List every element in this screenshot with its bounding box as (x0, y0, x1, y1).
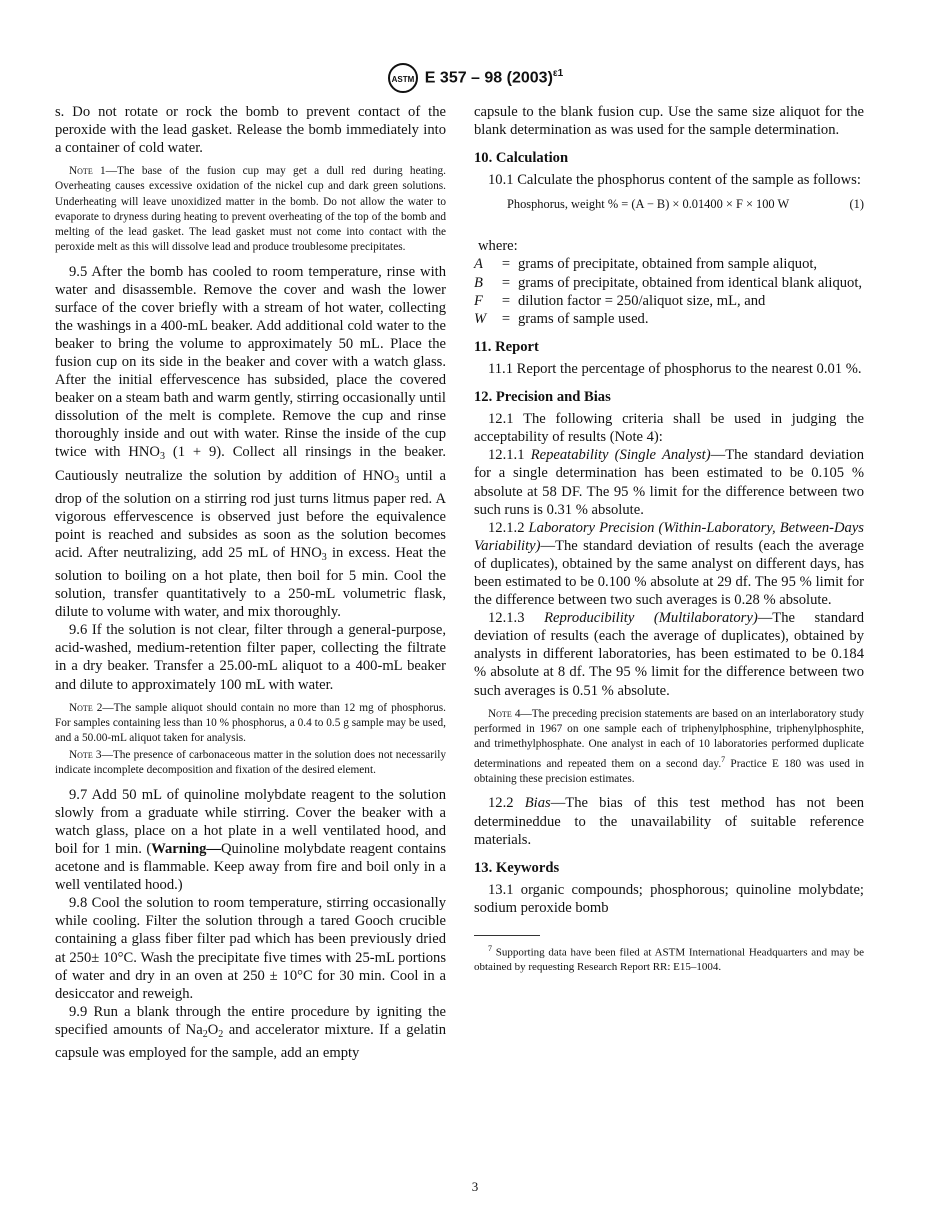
definition-row (474, 255, 864, 273)
definition-row (474, 274, 864, 292)
paragraph-9-7: 9.7 Add 50 mL of quinoline molybdate reagent to the solution slowly from a graduate while stirring. Cover the beaker with a watch glass, place on a hot plate in a well ventilated hood, and boil for 1 min. (Warning—Quinoline molybdate reagent contains acetone and is flammable. Keep away from fire and boil only in a well ventilated hood.) (55, 786, 446, 894)
footnote-7: $^7$ Supporting data have been filed at ASTM International Headquarters and may be obtained by requesting Research Report RR: E15–1004. (474, 943, 864, 974)
paragraph-10-1: 10.1 Calculate the phosphorus content of the sample as follows: (488, 172, 861, 189)
paragraph-9-8: 9.8 Cool the solution to room temperature, stirring occasionally while cooling. Filter the solution through a tared Gooch crucible containing a glass fiber filter pad which has been previously dried at 250± 10°C. Wash the precipitate five times with 25-mL portions of water and dry in an oven at 250 ± 10°C for 30 min. Cool in a desiccator and reweigh. (55, 895, 446, 1002)
footnote-divider (474, 935, 540, 936)
note-4: Note 4—The preceding precision statements are based on an interlaboratory study performed in 1967 on one sample each of triphenylphosphine, triphenylphosphite, and trimethylphosphate. One analyst in each of 10 laboratories performed duplicate determinations and repeated them on a second day.$^7$ Practice E 180 was used in obtaining these precision estimates. (474, 707, 864, 786)
logo-text: ASTM (391, 75, 415, 84)
astm-logo-icon (387, 62, 419, 94)
page-number: 3 (471, 1179, 479, 1194)
heading-report: 11. Report (474, 338, 539, 355)
definition-equals: = (501, 256, 511, 273)
heading-keywords: 13. Keywords (474, 859, 560, 876)
formula-number: (1) (849, 197, 864, 212)
definition-row (474, 310, 864, 328)
paragraph-11-1: 11.1 Report the percentage of phosphorus to the nearest 0.01 %. (488, 360, 862, 377)
paragraph-continued: s. Do not rotate or rock the bomb to prevent contact of the peroxide with the lead gasket. Release the bomb immediately into a container of cold water. (55, 104, 446, 157)
definition-symbol: F (474, 292, 483, 309)
paragraph-9-9: 9.9 Run a blank through the entire procedure by igniting the specified amounts of $Na_2O_2$ and accelerator mixture. If a gelatin capsule was employed for the sample, add an empty (55, 1003, 447, 1061)
warning-label: Warning— (151, 840, 221, 857)
page-header (0, 62, 950, 94)
paragraph-9-5: 9.5 After the bomb has cooled to room temperature, rinse with water and disassemble. Remove the cover and wash the lower surface of the cover briefly with a stream of hot water, collecting the washings in a 400-mL beaker. Add additional cold water to the beaker to bring the volume to approximately 50 mL. Place the fusion cup on its side in the beaker and cover with a watch glass. After the initial effervescence has subsided, place the covered beaker on a steam bath and warm gently, stirring occasionally until dissolution of the melt is complete. Remove the cup and rinse thoroughly inside and out with water. Rinse the inside of the cup twice with $HNO_3$ (1 + 9). Collect all rinsings in the beaker. Cautiously neutralize the solution by addition of $HNO_3$ until a drop of the solution on a stirring rod just turns litmus paper red. A vigorous effervescence is observed just before the equivalence point is reached and subsides as soon as the solution becomes acid. After neutralizing, add 25 mL of $HNO_3$ in excess. Heat the solution to boiling on a hot plate, then boil for 5 min. Cool the solution, transfer quantitatively to a 250-mL volumetric flask, dilute to volume with water, and mix thoroughly. (55, 263, 446, 621)
formula-expression: Phosphorus, weight % = (A − B) × 0.01400 × F × 100 W (507, 197, 790, 212)
definition-text: grams of precipitate, obtained from sample aliquot, (518, 256, 818, 273)
definition-symbol: W (474, 310, 487, 327)
heading-calculation: 10. Calculation (474, 150, 569, 167)
where-block (474, 237, 864, 327)
paragraph-12-2: 12.2 Bias—The bias of this test method has not been determineddue to the unavailability of suitable reference materials. (474, 795, 865, 848)
note-2: Note 2—The sample aliquot should contain no more than 12 mg of phosphorus. For samples containing less than 10 % phosphorus, a 0.4 to 0.5 g sample may be used, and a 50.00-mL aliquot taken for analysis. (55, 701, 446, 745)
definition-row (474, 292, 864, 310)
definition-symbol: B (474, 274, 483, 291)
paragraph-13-1: 13.1 organic compounds; phosphorous; quinoline molybdate; sodium peroxide bomb (474, 881, 864, 916)
definition-equals: = (501, 274, 511, 291)
paragraph-12-1-1: 12.1.1 Repeatability (Single Analyst)—The standard deviation for a single determination has been estimated to be 0.105 % absolute at 58 DF. The 95 % limit for the difference between two such runs is 0.31 % absolute. (474, 447, 865, 518)
definitions-list (474, 255, 864, 327)
epsilon-superscript: ε1 (552, 68, 564, 80)
paragraph-12-1-2: 12.1.2 Laboratory Precision (Within-Laboratory, Between-Days Variability)—The standard deviation of results (each the average of duplicates), obtained by the same analyst on different days, has been estimated to be 0.100 % absolute at 29 df. The 95 % limit for the difference between two such averages is 0.28 % absolute. (474, 519, 864, 609)
standard-designation: E 357 – 98 $(2003)^{\varepsilon 1}$ (424, 68, 564, 87)
heading-precision-bias: 12. Precision and Bias (474, 389, 611, 406)
paragraph-12-1: 12.1 The following criteria shall be used in judging the acceptability of results (Note 4): (474, 411, 864, 446)
definition-equals: = (501, 292, 511, 309)
definition-text: grams of sample used. (518, 310, 649, 327)
paragraph-12-1-3: 12.1.3 Reproducibility (Multilaboratory)—The standard deviation of results (each the average of duplicates), obtained by analysts in different laboratories, has been estimated to be 0.184 % absolute at 8 df. The 95 % limit for the difference between two such averages is 0.51 % absolute. (474, 610, 864, 699)
note-1: Note 1—The base of the fusion cup may get a dull red during heating. Overheating causes excessive oxidation of the nickel cup and dark green solutions. Underheating will leave unoxidized matter in the bomb. Do not allow the water to evaporate to dryness during heating to prevent overheating of the top of the bomb and melting of the lead gasket. The lead gasket must not come into contact with the peroxide melt as this will dissolve lead and produce troublesome precipitates. (55, 165, 447, 254)
definition-text: grams of precipitate, obtained from identical blank aliquot, (518, 274, 863, 291)
right-column (474, 103, 864, 975)
paragraph-continued-right: capsule to the blank fusion cup. Use the same size aliquot for the blank determination as was used for the sample determination. (474, 104, 864, 139)
paragraph-9-6: 9.6 If the solution is not clear, filter through a general-purpose, acid-washed, medium-retention filter paper, collecting the filtrate in a dry beaker. Transfer a 25.00-mL aliquot to a 400-mL beaker and dilute to approximately 100 mL with water. (55, 622, 446, 693)
definition-text: dilution factor = 250/aliquot size, mL, and (518, 292, 766, 309)
formula (474, 195, 864, 217)
where-label: where: (478, 238, 518, 255)
left-column (55, 103, 446, 1062)
definition-symbol: A (474, 256, 483, 273)
note-3: Note 3—The presence of carbonaceous matter in the solution does not necessarily indicate incomplete decomposition and fixation of the desired element. (55, 749, 446, 777)
definition-equals: = (501, 310, 511, 327)
